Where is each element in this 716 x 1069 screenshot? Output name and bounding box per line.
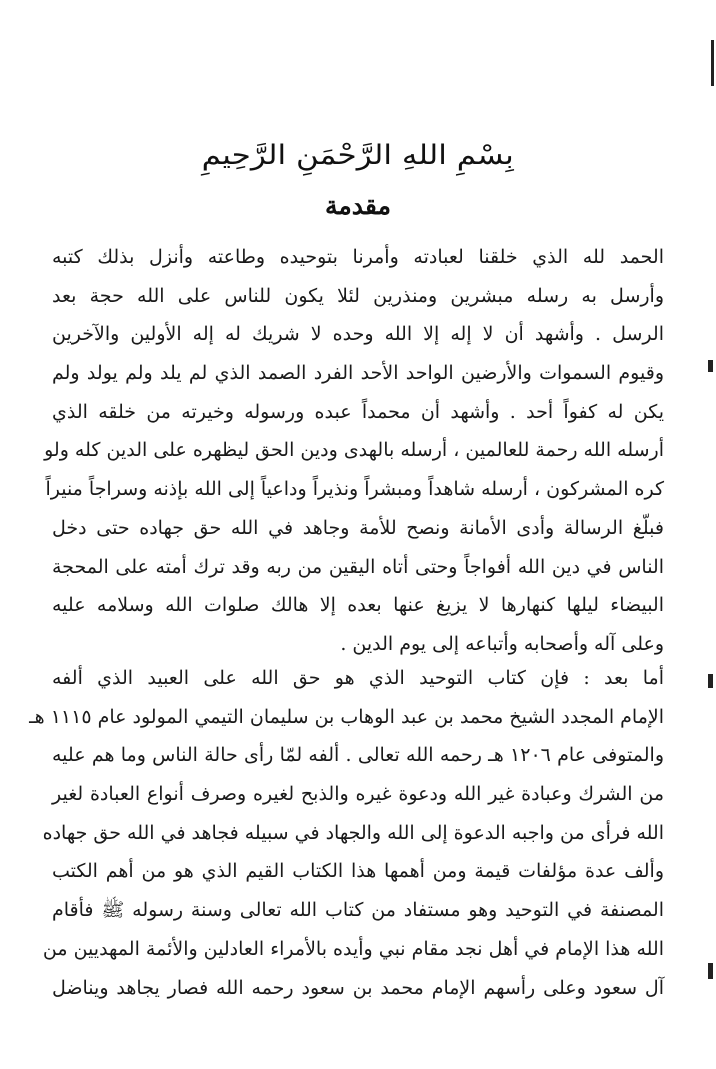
text-line: الله فرأى من واجبه الدعوة إلى الله والجهاد في سبيله فجاهد في الله حق جهاده	[42, 821, 664, 844]
basmala-text: بِسْمِ اللهِ الرَّحْمَنِ الرَّحِيمِ	[201, 140, 515, 171]
text-line: الله هذا الإمام في أهل نجد مقام نبي وأيده بالأمراء العادلين والأئمة المهديين من	[42, 937, 664, 960]
page-title: مقدمة	[325, 191, 391, 220]
paragraph-main	[29, 659, 664, 1007]
basmala-heading	[0, 126, 716, 186]
text-line: وعلى آله وأصحابه وأتباعه إلى يوم الدين .	[340, 632, 664, 655]
text-line: أما بعد : فإن كتاب التوحيد الذي هو حق الله على العبيد الذي ألفه	[52, 667, 664, 689]
text-line: يكن له كفواً أحد . وأشهد أن محمداً عبده ورسوله وخيرته من خلقه الذي	[52, 400, 664, 423]
paragraph-intro	[44, 238, 664, 664]
text-line: وقيوم السموات والأرضين الواحد الأحد الفرد الصمد الذي لم يلد ولم يولد ولم	[52, 362, 664, 385]
text-line: أرسله الله رحمة للعالمين ، أرسله بالهدى ودين الحق ليظهره على الدين كله ولو	[44, 439, 664, 462]
page-edge-mark	[708, 963, 713, 979]
page-edge-mark	[708, 674, 713, 688]
text-line: الإمام المجدد الشيخ محمد بن عبد الوهاب بن سليمان التيمي المولود عام ١١١٥ هـ	[29, 705, 664, 728]
text-line: الناس في دين الله أفواجاً وحتى أتاه اليقين من ربه وقد ترك أمته على المحجة	[52, 555, 664, 578]
text-line: آل سعود وعلى رأسهم الإمام محمد بن سعود رحمه الله فصار يجاهد ويناضل	[52, 976, 664, 999]
text-line: من الشرك وعبادة غير الله ودعوة غيره والذبح لغيره وصرف أنواع العبادة لغير	[52, 783, 664, 806]
text-line: المصنفة في التوحيد وهو مستفاد من كتاب الله تعالى وسنة رسوله ﷺ فأقام	[52, 899, 664, 922]
page-edge-mark	[708, 360, 713, 372]
text-line: والمتوفى عام ١٢٠٦ هـ رحمه الله تعالى . ألفه لمّا رأى حالة الناس وما هم عليه	[52, 744, 664, 767]
text-line: فبلّغ الرسالة وأدى الأمانة ونصح للأمة وجاهد في الله حق جهاده حتى دخل	[52, 516, 664, 539]
text-line: الحمد لله الذي خلقنا لعبادته وأمرنا بتوحيده وطاعته وأنزل بذلك كتبه	[52, 246, 664, 268]
text-line: وأرسل به رسله مبشرين ومنذرين لئلا يكون للناس على الله حجة بعد	[52, 284, 664, 307]
text-line: الرسل . وأشهد أن لا إله إلا الله وحده لا شريك له إله الأولين والآخرين	[52, 323, 664, 346]
text-line: البيضاء ليلها كنهارها لا يزيغ عنها بعده إلا هالك صلوات الله وسلامه عليه	[52, 594, 664, 617]
text-line: كره المشركون ، أرسله شاهداً ومبشراً ونذيراً وداعياً إلى الله بإذنه وسراجاً منيراً	[45, 478, 664, 501]
page-edge-mark	[711, 40, 714, 86]
text-line: وألف عدة مؤلفات قيمة ومن أهمها هذا الكتاب القيم الذي هو من أهم الكتب	[52, 860, 664, 883]
